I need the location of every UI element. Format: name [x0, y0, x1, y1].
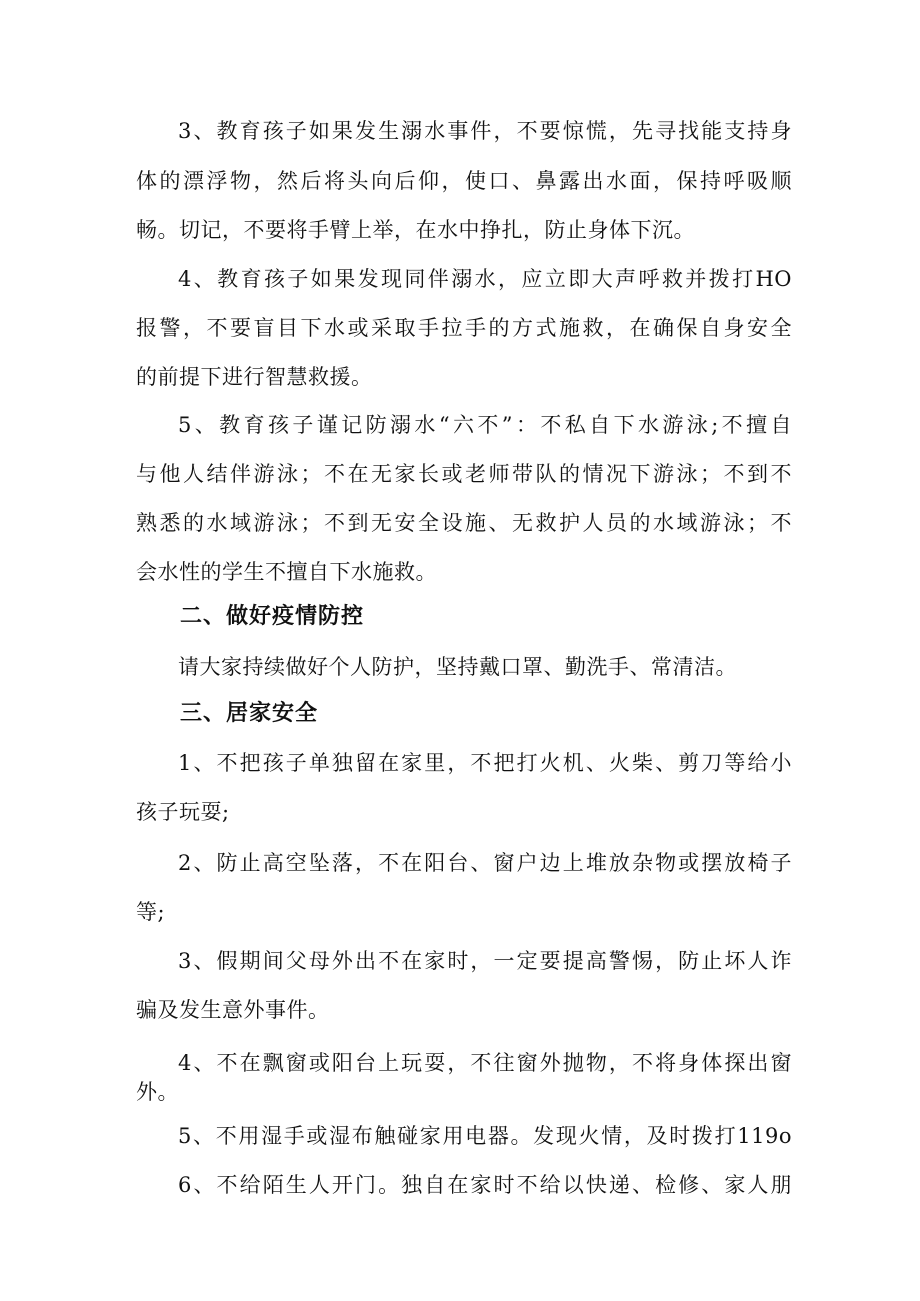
home-item-2-line-1: 2、防止高空坠落，不在阳台、窗户边上堆放杂物或摆放椅子: [178, 851, 792, 875]
home-item-5-line-1: 5、不用湿手或湿布触碰家用电器。发现火情，及时拨打119o: [178, 1124, 792, 1148]
home-item-1-line-2: 孩子玩耍;: [136, 800, 230, 824]
home-item-2-line-2: 等;: [136, 900, 166, 924]
home-item-4-line-1: 4、不在飘窗或阳台上玩耍，不往窗外抛物，不将身体探出窗: [178, 1051, 792, 1075]
home-item-3-line-2: 骗及发生意外事件。: [136, 998, 330, 1022]
drown-item-3-line-1: 3、教育孩子如果发生溺水事件，不要惊慌，先寻找能支持身: [178, 119, 792, 143]
drown-item-5-line-3: 熟悉的水域游泳；不到无安全设施、无救护人员的水域游泳；不: [136, 511, 792, 535]
home-item-3-line-1: 3、假期间父母外出不在家时，一定要提高警惕，防止坏人诈: [178, 949, 792, 973]
home-item-1-line-1: 1、不把孩子单独留在家里，不把打火机、火柴、剪刀等给小: [178, 751, 792, 775]
home-item-6-line-1: 6、不给陌生人开门。独自在家时不给以快递、检修、家人朋: [178, 1173, 792, 1197]
drown-item-5-line-1: 5、教育孩子谨记防溺水“六不”：不私自下水游泳;不擅自: [178, 413, 792, 437]
drown-item-4-line-3: 的前提下进行智慧救援。: [136, 365, 373, 389]
drown-item-3-line-3: 畅。切记，不要将手臂上举，在水中挣扎，防止身体下沉。: [136, 218, 695, 242]
drown-item-4-line-1: 4、教育孩子如果发现同伴溺水，应立即大声呼救并拨打HO: [178, 267, 792, 291]
section-3-heading: 三、居家安全: [180, 701, 319, 726]
home-item-4-line-2: 外。: [136, 1080, 179, 1104]
drown-item-5-line-4: 会水性的学生不擅自下水施救。: [136, 560, 437, 584]
section-2-heading: 二、做好疫情防控: [180, 604, 365, 629]
drown-item-5-line-2: 与他人结伴游泳；不在无家长或老师带队的情况下游泳；不到不: [136, 462, 792, 486]
drown-item-4-line-2: 报警，不要盲目下水或采取手拉手的方式施救，在确保自身安全: [136, 316, 792, 340]
drown-item-3-line-2: 体的漂浮物，然后将头向后仰，使口、鼻露出水面，保持呼吸顺: [136, 169, 792, 193]
section-2-body: 请大家持续做好个人防护，坚持戴口罩、勤洗手、常清洁。: [178, 655, 737, 679]
